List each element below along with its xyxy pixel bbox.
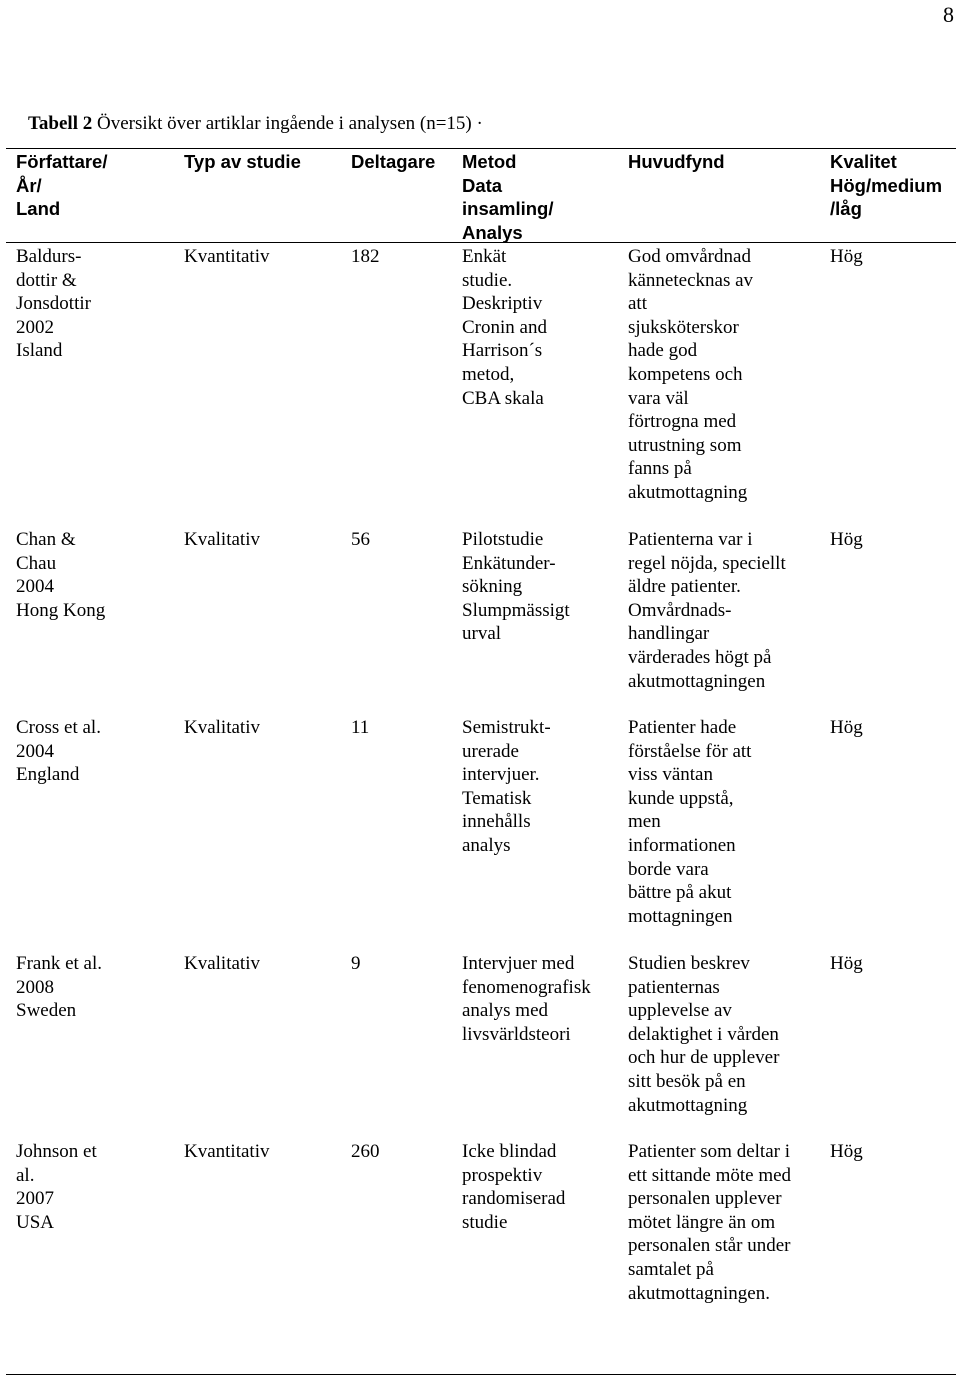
cell-findings: Patienterna var i regel nöjda, speciellt äldre patienter. Omvårdnads- handlingar värderades högt på akutmottagningen [628, 529, 786, 692]
cell-type: Kvalitativ [184, 529, 260, 550]
cell-author: Chan & Chau 2004 Hong Kong [16, 529, 106, 621]
cell-type: Kvantitativ [184, 1141, 270, 1162]
cell-method: Pilotstudie Enkätunder- sökning Slumpmässigt urval [462, 529, 570, 645]
cell-author: Frank et al. 2008 Sweden [16, 953, 103, 1022]
cell-participants: 260 [351, 1141, 380, 1162]
cell-author: Johnson et al. 2007 USA [16, 1141, 97, 1233]
header-participants: Deltagare [351, 151, 436, 172]
cell-type: Kvalitativ [184, 717, 260, 738]
cell-quality: Hög [830, 529, 863, 550]
cell-quality: Hög [830, 246, 863, 267]
header-method: Metod Data insamling/ Analys [462, 151, 554, 243]
table-caption [28, 113, 483, 135]
cell-participants: 182 [351, 246, 380, 267]
header-findings: Huvudfynd [628, 151, 725, 172]
cell-quality: Hög [830, 1141, 863, 1162]
cell-participants: 56 [351, 529, 370, 550]
table-top-rule [6, 148, 956, 149]
cell-type: Kvantitativ [184, 246, 270, 267]
header-type: Typ av studie [184, 151, 301, 172]
cell-method: Intervjuer med fenomenografisk analys med livsvärldsteori [462, 953, 591, 1045]
cell-method: Icke blindad prospektiv randomiserad studie [462, 1141, 566, 1233]
table-bottom-rule [6, 1374, 956, 1375]
cell-participants: 9 [351, 953, 361, 974]
cell-author: Cross et al. 2004 England [16, 717, 101, 786]
cell-participants: 11 [351, 717, 370, 738]
table-caption-label: Tabell 2 [28, 113, 93, 134]
cell-quality: Hög [830, 953, 863, 974]
cell-quality: Hög [830, 717, 863, 738]
cell-findings: God omvårdnad kännetecknas av att sjuksköterskor hade god kompetens och vara väl förtrogna med utrustning som fanns på akutmottagning [628, 246, 754, 503]
page-number: 8 [943, 2, 954, 27]
header-author: Författare/ År/ Land [16, 151, 108, 220]
table-caption-text: Översikt över artiklar ingående i analysen (n=15) · [92, 113, 483, 134]
cell-findings: Patienter som deltar i ett sittande möte med personalen upplever mötet längre än om personalen står under samtalet på akutmottagningen. [628, 1141, 792, 1304]
cell-method: Enkät studie. Deskriptiv Cronin and Harrison´s metod, CBA skala [462, 246, 547, 409]
cell-type: Kvalitativ [184, 953, 260, 974]
cell-findings: Patienter hade förståelse för att viss väntan kunde uppstå, men informationen borde vara bättre på akut mottagningen [628, 717, 752, 927]
header-quality: Kvalitet Hög/medium /låg [830, 151, 943, 220]
cell-method: Semistrukt- urerade intervjuer. Tematisk innehålls analys [462, 717, 551, 856]
cell-author: Baldurs- dottir & Jonsdottir 2002 Island [16, 246, 91, 362]
table-header-rule [6, 242, 956, 243]
cell-findings: Studien beskrev patienternas upplevelse av delaktighet i vården och hur de upplever sitt besök på en akutmottagning [628, 953, 780, 1116]
